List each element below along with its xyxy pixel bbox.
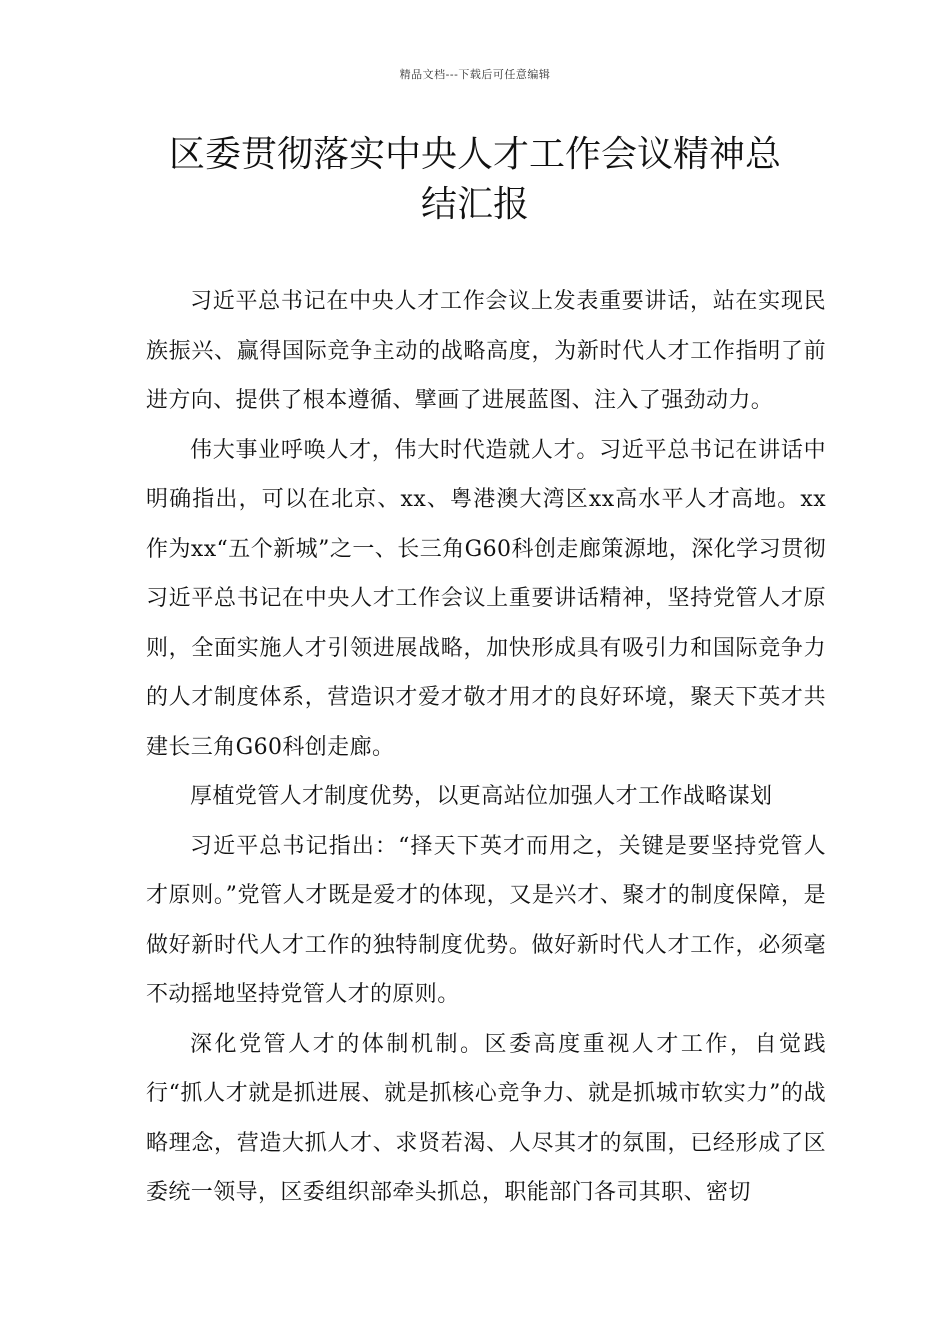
paragraph: 伟大事业呼唤人才，伟大时代造就人才。习近平总书记在讲话中明确指出，可以在北京、xx、粤港澳大湾区xx高水平人才高地。xx作为xx“五个新城”之一、长三角G60科创走廊策源地，深化学习贯彻习近平总书记在中央人才工作会议上重要讲话精神，坚持党管人才原则，全面实施人才引领进展战略，加快形成具有吸引力和国际竞争力的人才制度体系，营造识才爱才敬才用才的良好环境，聚天下英才共建长三角G60科创走廊。 xyxy=(146,437,826,760)
title-line-1: 区委贯彻落实中央人才工作会议精神总 xyxy=(168,134,781,175)
document-body xyxy=(146,277,826,1218)
paragraph: 习近平总书记在中央人才工作会议上发表重要讲话，站在实现民族振兴、赢得国际竞争主动的战略高度，为新时代人才工作指明了前进方向、提供了根本遵循、擘画了进展蓝图、注入了强劲动力。 xyxy=(146,289,826,413)
title-line-2: 结汇报 xyxy=(420,184,529,225)
document-title xyxy=(130,130,820,230)
paragraph: 习近平总书记指出：“择天下英才而用之，关键是要坚持党管人才原则。”党管人才既是爱才的体现，又是兴才、聚才的制度保障，是做好新时代人才工作的独特制度优势。做好新时代人才工作，必须毫不动摇地坚持党管人才的原则。 xyxy=(146,833,826,1007)
paragraph: 深化党管人才的体制机制。区委高度重视人才工作，自觉践行“抓人才就是抓进展、就是抓核心竞争力、就是抓城市软实力”的战略理念，营造大抓人才、求贤若渴、人尽其才的氛围，已经形成了区委统一领导，区委组织部牵头抓总，职能部门各司其职、密切 xyxy=(146,1031,826,1205)
header-note: 精品文档---下载后可任意编辑 xyxy=(399,68,551,81)
section-heading: 厚植党管人才制度优势，以更高站位加强人才工作战略谋划 xyxy=(190,784,773,809)
